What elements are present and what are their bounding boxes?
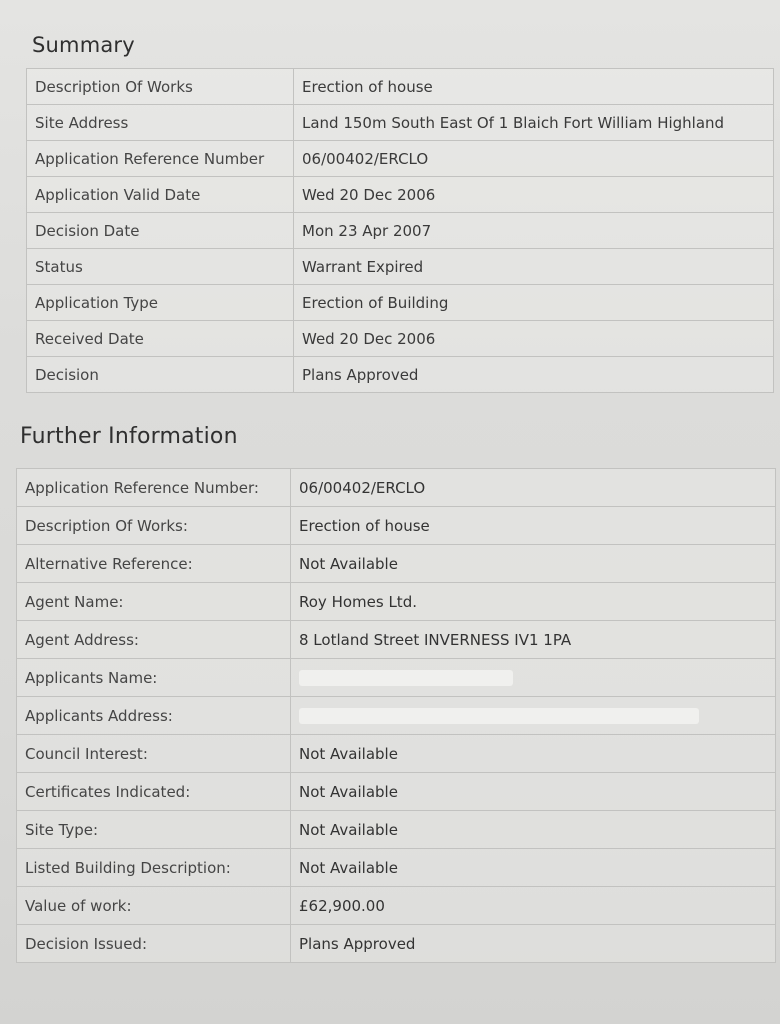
- row-label: Alternative Reference:: [17, 545, 291, 583]
- row-label: Site Type:: [17, 811, 291, 849]
- row-value: Erection of Building: [294, 285, 774, 321]
- row-value: Erection of house: [291, 507, 776, 545]
- row-label: Description Of Works: [27, 69, 294, 105]
- table-row: [17, 697, 776, 735]
- summary-heading: Summary: [32, 33, 135, 57]
- row-label: Application Valid Date: [27, 177, 294, 213]
- row-label: Value of work:: [17, 887, 291, 925]
- row-label: Agent Name:: [17, 583, 291, 621]
- row-value: Plans Approved: [294, 357, 774, 393]
- table-row: [17, 507, 776, 545]
- row-value: Erection of house: [294, 69, 774, 105]
- row-label: Site Address: [27, 105, 294, 141]
- row-label: Certificates Indicated:: [17, 773, 291, 811]
- table-row: [27, 321, 774, 357]
- table-row: [17, 773, 776, 811]
- row-label: Council Interest:: [17, 735, 291, 773]
- row-label: Decision Issued:: [17, 925, 291, 963]
- row-value: 06/00402/ERCLO: [294, 141, 774, 177]
- row-label: Application Reference Number:: [17, 469, 291, 507]
- row-value: Plans Approved: [291, 925, 776, 963]
- row-label: Description Of Works:: [17, 507, 291, 545]
- row-label: Application Type: [27, 285, 294, 321]
- row-value: Not Available: [291, 735, 776, 773]
- table-row: [17, 659, 776, 697]
- row-label: Agent Address:: [17, 621, 291, 659]
- table-row: [27, 213, 774, 249]
- row-value: Wed 20 Dec 2006: [294, 321, 774, 357]
- row-value: Land 150m South East Of 1 Blaich Fort William Highland: [294, 105, 774, 141]
- table-row: [17, 925, 776, 963]
- row-label: Application Reference Number: [27, 141, 294, 177]
- table-row: [27, 69, 774, 105]
- row-label: Decision: [27, 357, 294, 393]
- table-row: [27, 177, 774, 213]
- table-row: [27, 141, 774, 177]
- row-value: 06/00402/ERCLO: [291, 469, 776, 507]
- further-information-table: [16, 468, 776, 963]
- table-row: [27, 357, 774, 393]
- row-label: Applicants Address:: [17, 697, 291, 735]
- row-value: Roy Homes Ltd.: [291, 583, 776, 621]
- row-value: Not Available: [291, 545, 776, 583]
- row-label: Applicants Name:: [17, 659, 291, 697]
- table-row: [17, 583, 776, 621]
- table-row: [17, 545, 776, 583]
- row-value: Not Available: [291, 773, 776, 811]
- table-row: [17, 469, 776, 507]
- table-row: [17, 811, 776, 849]
- row-value: Not Available: [291, 849, 776, 887]
- table-row: [27, 285, 774, 321]
- row-value: Wed 20 Dec 2006: [294, 177, 774, 213]
- row-value: Warrant Expired: [294, 249, 774, 285]
- row-label: Status: [27, 249, 294, 285]
- table-row: [17, 621, 776, 659]
- row-label: Decision Date: [27, 213, 294, 249]
- table-row: [27, 249, 774, 285]
- row-value-redacted: [291, 697, 776, 735]
- row-label: Received Date: [27, 321, 294, 357]
- row-value: Not Available: [291, 811, 776, 849]
- table-row: [17, 849, 776, 887]
- redaction-mark: [299, 708, 699, 724]
- further-information-heading: Further Information: [20, 424, 238, 449]
- summary-table: [26, 68, 774, 393]
- table-row: [17, 887, 776, 925]
- table-row: [27, 105, 774, 141]
- row-value: 8 Lotland Street INVERNESS IV1 1PA: [291, 621, 776, 659]
- row-value: Mon 23 Apr 2007: [294, 213, 774, 249]
- row-label: Listed Building Description:: [17, 849, 291, 887]
- row-value: £62,900.00: [291, 887, 776, 925]
- redaction-mark: [299, 670, 513, 686]
- row-value-redacted: [291, 659, 776, 697]
- table-row: [17, 735, 776, 773]
